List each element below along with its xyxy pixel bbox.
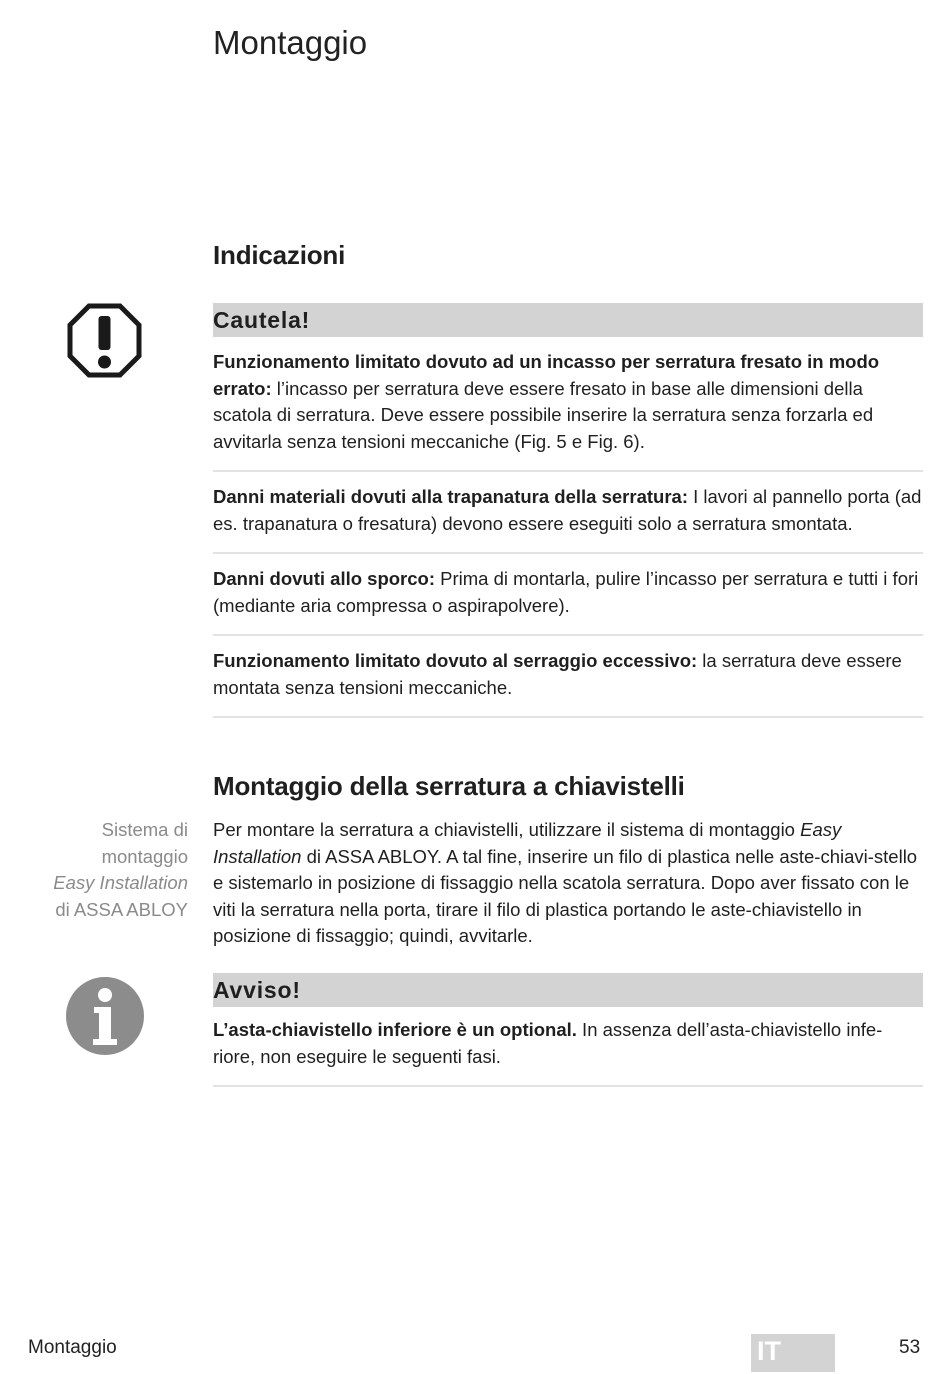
indicazioni-section [213, 240, 923, 271]
side-note-line: Sistema di [101, 819, 188, 840]
side-note-line: di ASSA ABLOY [55, 898, 188, 920]
caution-item-bold: Danni materiali dovuti alla trapanatura della serratura: [213, 486, 688, 507]
caution-item-text: I lavori al pannello porta (ad es. trapanatura o fresatura) devono essere eseguiti solo a serratura smontata. [213, 486, 922, 534]
caution-item-bold: Funzionamento limitato dovuto al serraggio eccessivo: [213, 650, 698, 671]
side-note-line: montaggio [101, 845, 188, 867]
caution-item [213, 566, 923, 636]
footer-section-name: Montaggio [28, 1337, 117, 1358]
notice-title: Avviso! [213, 973, 923, 1007]
info-circle-icon [66, 977, 144, 1055]
montaggio-paragraph: Per montare la serratura a chiavistelli, utilizzare il sistema di montaggio Easy Installation di ASSA ABLOY. A tal fine, inserire un filo di plastica nelle aste-chiavi-stello e sistemarlo in posizione di fissaggio nella scatola serratura. Dopo aver fissato con le viti la serratura nella porta, tirare il filo di plastica portando le aste-chiavistello in posizione di fissaggio; quindi, avvitarle. [213, 819, 918, 946]
caution-item-bold: Funzionamento limitato dovuto ad un incasso per serratura fresato in modo errato: [213, 351, 880, 399]
caution-item-bold: Danni dovuti allo sporco: [213, 568, 436, 589]
notice-item [213, 1017, 923, 1087]
caution-item [213, 349, 923, 472]
montaggio-heading: Montaggio della serratura a chiavistelli [213, 771, 685, 801]
caution-item [213, 484, 923, 554]
warning-octagon-icon [67, 303, 142, 378]
side-note-line: Easy Installation [53, 872, 188, 893]
caution-title: Cautela! [213, 303, 923, 337]
caution-item-text: Prima di montarla, pulire l’incasso per serratura e tutti i fori (mediante aria compressa o aspirapolvere). [213, 568, 919, 616]
indicazioni-heading: Indicazioni [213, 240, 346, 270]
caution-item [213, 648, 923, 718]
caution-item-text: l’incasso per serratura deve essere fresato in base alle dimensioni della scatola di serratura. Deve essere possibile inserire la serratura senza forzarla ed avvitarla senza tensioni meccaniche (Fig. 5 e Fig. 6). [213, 377, 874, 452]
notice-item-text: In assenza dell’asta-chiavistello infe-riore, non eseguire le seguenti fasi. [213, 1019, 883, 1067]
language-badge [751, 1334, 835, 1372]
side-note [18, 817, 188, 923]
notice-item-bold: L’asta-chiavistello inferiore è un optional. [213, 1019, 577, 1040]
montaggio-section [213, 771, 923, 802]
notice-box [213, 973, 923, 1099]
page-number: 53 [899, 1337, 921, 1358]
page-title: Montaggio [213, 24, 368, 61]
caution-box [213, 303, 923, 730]
caution-item-text: la serratura deve essere montata senza tensioni meccaniche. [213, 650, 902, 698]
language-label: IT [757, 1336, 781, 1366]
